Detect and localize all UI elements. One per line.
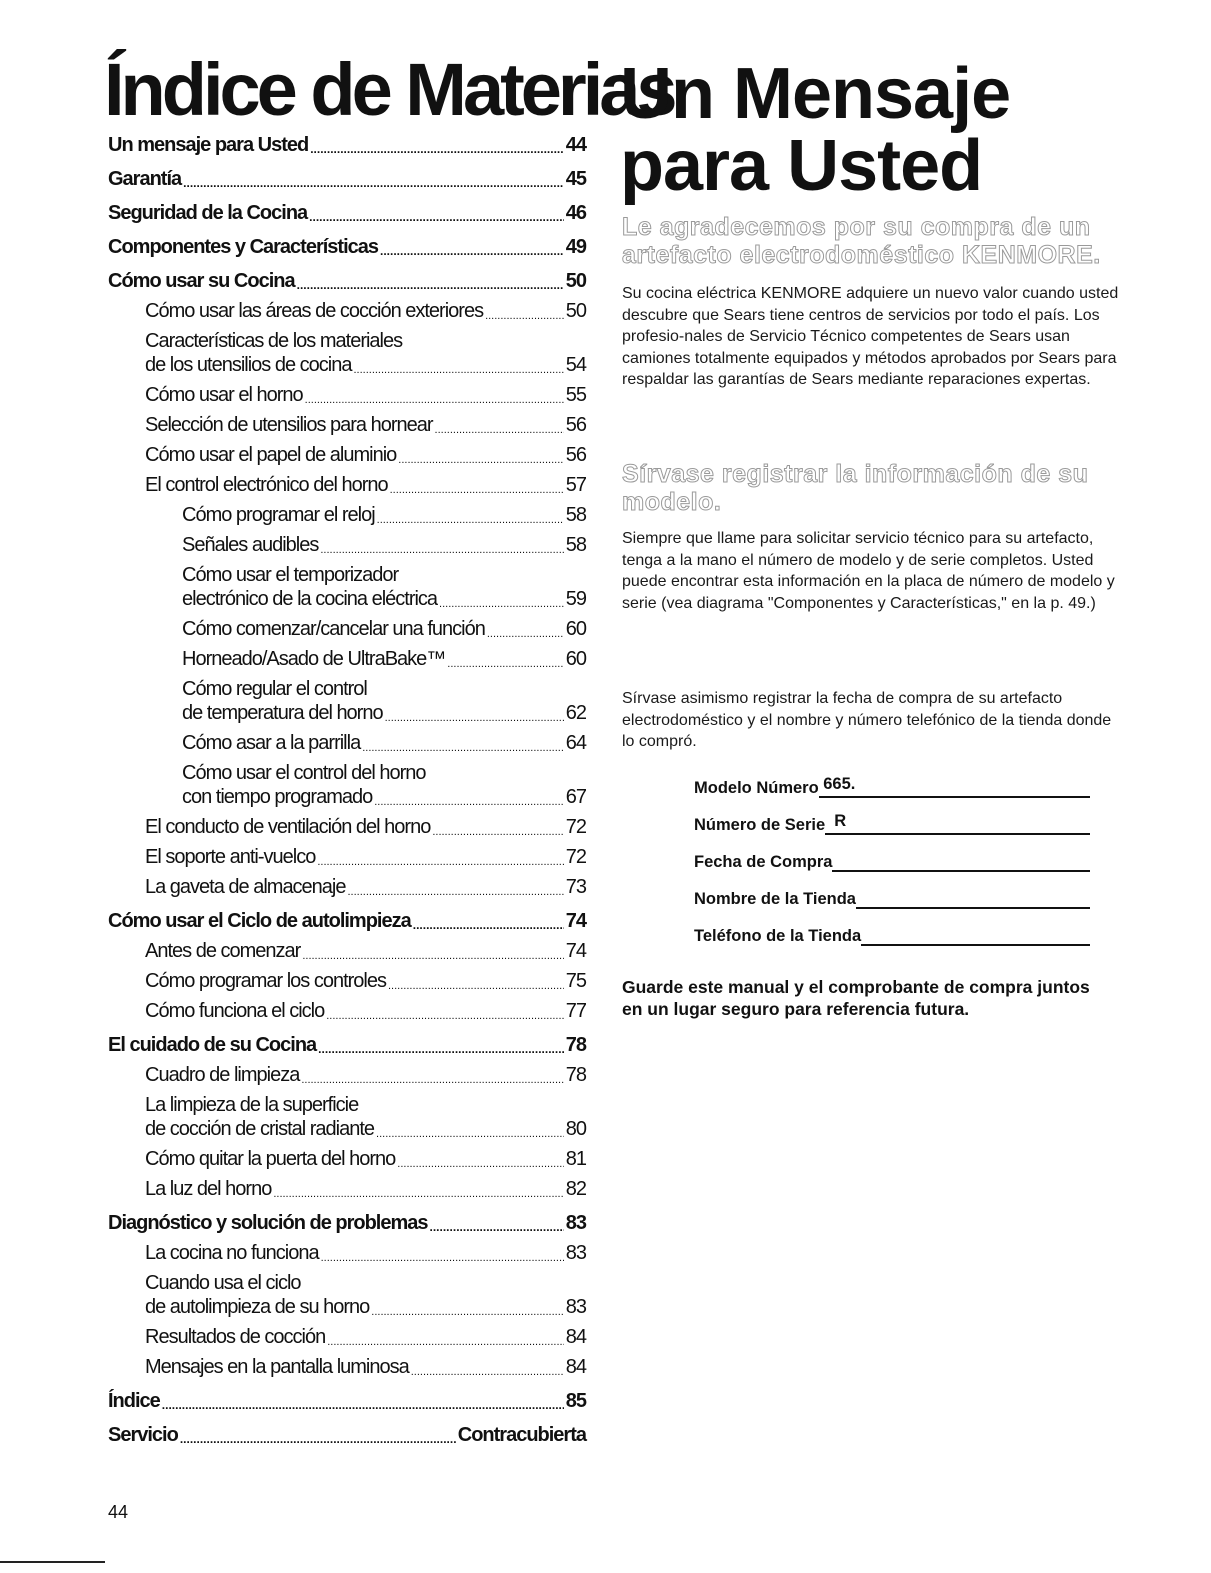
dot-leader [301, 1073, 563, 1087]
toc-entry-title-line: Cómo usar el control del horno [182, 762, 426, 784]
form-fill-line[interactable] [856, 886, 1090, 909]
toc-entry-page: 50 [565, 300, 586, 322]
toc-entry-page: 73 [565, 876, 586, 898]
dot-leader [371, 1305, 563, 1319]
toc-entry [108, 133, 586, 157]
toc-entry [108, 731, 586, 755]
toc-entry [108, 299, 586, 323]
toc-entry-title: La luz del horno [145, 1178, 272, 1200]
toc-entry-page: 56 [565, 444, 586, 466]
toc-entry-title: de autolimpieza de su horno [145, 1296, 370, 1318]
dot-leader [353, 363, 563, 377]
toc-entry-title: Cómo comenzar/cancelar una función [182, 618, 485, 640]
toc-entry-page: 81 [565, 1148, 586, 1170]
toc-entry-page: 80 [565, 1118, 586, 1140]
toc-entry-title-line: Características de los materiales [145, 330, 403, 352]
dot-leader [310, 141, 564, 157]
toc-entry-title: El soporte anti-vuelco [145, 846, 316, 868]
dot-leader [348, 885, 564, 899]
toc-entry-title: El control electrónico del horno [145, 474, 388, 496]
toc-entry-page: 78 [565, 1034, 586, 1056]
toc-entry-title: de cocción de cristal radiante [145, 1118, 375, 1140]
toc-entry-title: El conducto de ventilación del horno [145, 816, 431, 838]
dot-leader [447, 657, 563, 671]
dot-leader [435, 423, 564, 437]
toc-entry-page: 58 [565, 534, 586, 556]
toc-entry-page: 55 [565, 384, 586, 406]
toc-entry-title-line: Cómo regular el control [182, 678, 367, 700]
form-label: Modelo Número [694, 779, 819, 797]
dot-leader [413, 917, 564, 933]
thanks-heading: Le agradecemos por su compra de un artefacto electrodoméstico KENMORE. [622, 213, 1101, 269]
toc-entry [108, 1389, 586, 1413]
message-title-line-1: Un Mensaje [620, 54, 1011, 134]
toc-entry-title: Horneado/Asado de UltraBake™ [182, 648, 446, 670]
toc-entry-title-line: La limpieza de la superficie [145, 1094, 359, 1116]
toc-entry-page: 46 [565, 202, 586, 224]
toc-entry [108, 1423, 586, 1447]
toc-entry [108, 939, 586, 963]
toc-entry-page: 74 [565, 910, 586, 932]
toc-entry [108, 677, 586, 725]
record-form [694, 772, 1090, 957]
toc-entry [108, 329, 586, 377]
toc-entry-page: 57 [565, 474, 586, 496]
register-heading: Sírvase registrar la información de su modelo. [622, 460, 1089, 516]
toc-entry [108, 1093, 586, 1141]
toc-entry-page: 50 [565, 270, 586, 292]
dot-leader [273, 1187, 563, 1201]
toc-entry-title: Resultados de cocción [145, 1326, 326, 1348]
toc-entry-page: 85 [565, 1390, 586, 1412]
form-row [694, 920, 1090, 946]
dot-leader [305, 393, 564, 407]
dot-leader [390, 483, 564, 497]
toc-entry-page: 64 [565, 732, 586, 754]
dot-leader [326, 1009, 564, 1023]
toc-entry-page: 74 [565, 940, 586, 962]
dot-leader [180, 1431, 456, 1447]
toc-entry-page: 83 [565, 1242, 586, 1264]
toc-entry-title: Garantía [108, 168, 182, 190]
page-number: 44 [108, 1502, 129, 1522]
dot-leader [487, 627, 564, 641]
toc-entry-page: 59 [565, 588, 586, 610]
model-info-paragraph: Siempre que llame para solicitar servicio técnico para su artefacto, tenga a la mano el número de modelo y de serie completos. Usted puede encontrar esta información en la placa de número de modelo y serie (vea diagrama "Componentes y Características," en la p. 49.) [622, 530, 1115, 612]
toc-entry-page: 83 [565, 1296, 586, 1318]
form-fill-line[interactable] [832, 849, 1090, 872]
form-label: Número de Serie [694, 816, 826, 834]
toc-entry-title-line: Cuando usa el ciclo [145, 1272, 301, 1294]
dot-leader [374, 795, 564, 809]
dot-leader [183, 175, 564, 191]
keep-manual-note: Guarde este manual y el comprobante de compra juntos en un lugar seguro para referencia futura. [622, 977, 1090, 1019]
toc-entry [108, 815, 586, 839]
toc-entry-title: Cómo asar a la parrilla [182, 732, 361, 754]
dot-leader [376, 1127, 564, 1141]
dot-leader [297, 277, 564, 293]
form-fill-line[interactable]: R [825, 812, 1090, 835]
toc-entry-title: Selección de utensilios para hornear [145, 414, 433, 436]
dot-leader [380, 243, 564, 259]
dot-leader [385, 711, 564, 725]
toc-title: Índice de Materias [104, 48, 674, 131]
form-row [694, 809, 1090, 835]
toc-entry-page: 83 [565, 1212, 586, 1234]
toc-entry [108, 201, 586, 225]
toc-entry-title: Componentes y Características [108, 236, 379, 258]
toc-entry-title: El cuidado de su Cocina [108, 1034, 317, 1056]
toc-entry [108, 503, 586, 527]
toc-entry [108, 413, 586, 437]
toc-entry [108, 1033, 586, 1057]
form-label: Fecha de Compra [694, 853, 833, 871]
form-fill-line[interactable]: 665. [819, 775, 1090, 798]
dot-leader [388, 979, 564, 993]
form-row [694, 846, 1090, 872]
toc-entry [108, 1177, 586, 1201]
toc-entry [108, 1147, 586, 1171]
toc-entry-page: 56 [565, 414, 586, 436]
toc-entry-title: Cómo programar los controles [145, 970, 386, 992]
toc-entry-title: La cocina no funciona [145, 1242, 319, 1264]
toc-entry-title: Cómo usar el Ciclo de autolimpieza [108, 910, 411, 932]
form-label: Nombre de la Tienda [694, 890, 856, 908]
toc-entry-page: 49 [565, 236, 586, 258]
dot-leader [309, 209, 564, 225]
form-row [694, 883, 1090, 909]
toc-entry [108, 473, 586, 497]
toc-entry [108, 647, 586, 671]
toc-entry [108, 1271, 586, 1319]
dot-leader [318, 1041, 564, 1057]
toc-entry [108, 909, 586, 933]
intro-paragraph: Su cocina eléctrica KENMORE adquiere un nuevo valor cuando usted descubre que Sears tiene centros de servicios por todo el país. Los profesio-nales de Servicio Técnico competentes de Sears usan camiones totalmente equipados y métodos aprobados por Sears para respaldar las garantías de Sears mediante reparaciones expertas. [622, 285, 1119, 388]
toc-entry [108, 235, 586, 259]
toc-entry [108, 875, 586, 899]
dot-leader [317, 855, 563, 869]
form-label: Teléfono de la Tienda [694, 927, 862, 945]
toc-entry [108, 383, 586, 407]
toc-entry-title: Antes de comenzar [145, 940, 301, 962]
dot-leader [411, 1365, 564, 1379]
form-row [694, 772, 1090, 798]
toc-entry-page: 45 [565, 168, 586, 190]
toc-entry-page: 44 [565, 134, 586, 156]
toc-entry-title: de los utensilios de cocina [145, 354, 352, 376]
toc-entry-title: Cómo programar el reloj [182, 504, 375, 526]
purchase-info-paragraph: Sírvase asimismo registrar la fecha de compra de su artefacto electrodoméstico y el nombre y número telefónico de la tienda donde lo compró. [622, 690, 1112, 750]
dot-leader [302, 949, 563, 963]
toc-entry-page: 60 [565, 618, 586, 640]
toc-entry-page: 82 [565, 1178, 586, 1200]
toc-entry-title: Señales audibles [182, 534, 319, 556]
toc-entry-title: Cómo usar el papel de aluminio [145, 444, 397, 466]
toc-entry-page: 67 [565, 786, 586, 808]
toc-entry [108, 443, 586, 467]
toc-entry-page: 60 [565, 648, 586, 670]
toc-entry-title: Seguridad de la Cocina [108, 202, 308, 224]
toc-entry [108, 761, 586, 809]
toc-entry-page: 54 [565, 354, 586, 376]
toc-entry-title: de temperatura del horno [182, 702, 383, 724]
toc-entry-title: Cómo usar su Cocina [108, 270, 295, 292]
toc-entry [108, 269, 586, 293]
dot-leader [432, 825, 563, 839]
form-fill-line[interactable] [861, 923, 1090, 946]
toc-entry-page: Contracubierta [457, 1424, 586, 1446]
toc-entry [108, 533, 586, 557]
toc-entry-page: 75 [565, 970, 586, 992]
toc-entry [108, 1355, 586, 1379]
toc-entry-page: 72 [565, 846, 586, 868]
toc-entry-title: Cuadro de limpieza [145, 1064, 300, 1086]
toc-entry-page: 78 [565, 1064, 586, 1086]
toc-entry-title: Diagnóstico y solución de problemas [108, 1212, 428, 1234]
toc-entry-page: 77 [565, 1000, 586, 1022]
toc-entry-title: Cómo quitar la puerta del horno [145, 1148, 396, 1170]
dot-leader [485, 309, 564, 323]
toc-entry [108, 999, 586, 1023]
toc-entry [108, 969, 586, 993]
toc-entry [108, 563, 586, 611]
toc-entry-page: 84 [565, 1356, 586, 1378]
toc-entry [108, 1325, 586, 1349]
toc-entry-title: La gaveta de almacenaje [145, 876, 346, 898]
toc-entry-title: Cómo funciona el ciclo [145, 1000, 325, 1022]
toc-entry [108, 167, 586, 191]
dot-leader [439, 597, 564, 611]
table-of-contents [108, 133, 586, 1447]
dot-leader [321, 1251, 564, 1265]
dot-leader [430, 1219, 564, 1235]
toc-entry [108, 1211, 586, 1235]
message-title-line-2: para Usted [620, 126, 983, 206]
toc-entry-title-line: Cómo usar el temporizador [182, 564, 399, 586]
toc-entry-title: Índice [108, 1390, 160, 1412]
toc-entry-page: 84 [565, 1326, 586, 1348]
toc-entry [108, 845, 586, 869]
toc-entry-page: 72 [565, 816, 586, 838]
bottom-rule [0, 1561, 105, 1563]
dot-leader [397, 1157, 563, 1171]
toc-entry [108, 617, 586, 641]
toc-entry-title: Cómo usar las áreas de cocción exteriores [145, 300, 484, 322]
toc-entry-page: 62 [565, 702, 586, 724]
dot-leader [377, 513, 564, 527]
message-title [620, 54, 1011, 206]
toc-entry-title: Cómo usar el horno [145, 384, 303, 406]
dot-leader [320, 543, 563, 557]
dot-leader [162, 1397, 564, 1413]
dot-leader [327, 1335, 564, 1349]
toc-entry-title: Mensajes en la pantalla luminosa [145, 1356, 409, 1378]
toc-entry-title: electrónico de la cocina eléctrica [182, 588, 438, 610]
toc-entry-title: Servicio [108, 1424, 178, 1446]
toc-entry [108, 1241, 586, 1265]
dot-leader [398, 453, 563, 467]
toc-entry-title: con tiempo programado [182, 786, 373, 808]
toc-entry [108, 1063, 586, 1087]
toc-entry-title: Un mensaje para Usted [108, 134, 309, 156]
toc-entry-page: 58 [565, 504, 586, 526]
dot-leader [362, 741, 564, 755]
